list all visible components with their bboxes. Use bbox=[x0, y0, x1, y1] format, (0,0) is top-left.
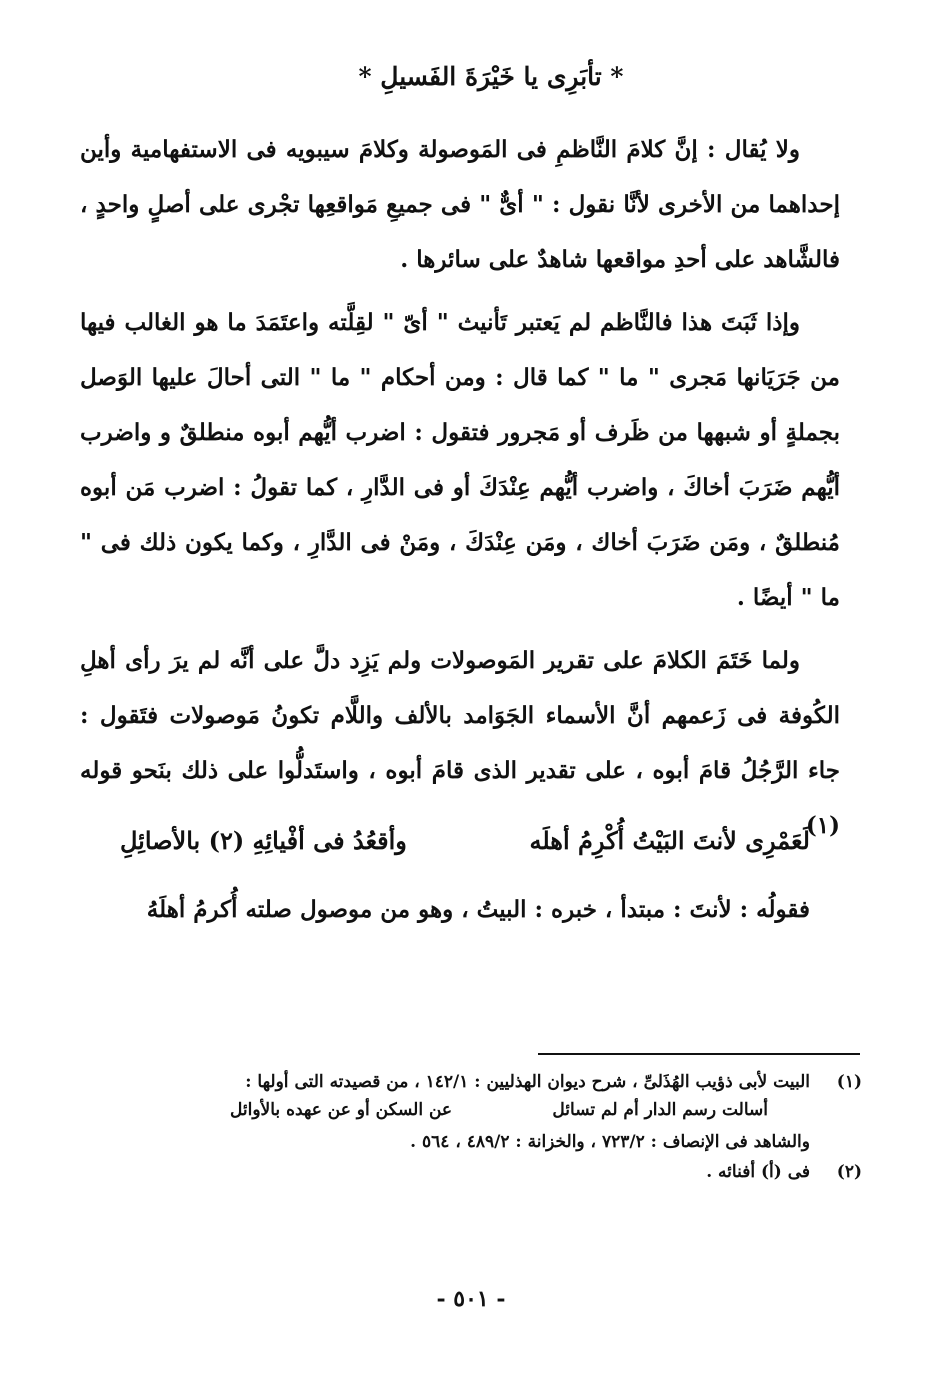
footnotes bbox=[150, 1072, 862, 1190]
footnote-1-continuation: والشاهد فى الإنصاف : ٧٢٣/٢ ، والخزانة : ٤٨٩/٢ ، ٥٦٤ . bbox=[410, 1132, 810, 1152]
footnote-1-number: (١) bbox=[836, 1072, 862, 1092]
verse-first-hemistich: لَعَمْرِى لأنتَ البَيْتُ أُكْرِمُ أهلَه bbox=[529, 826, 810, 855]
footnote-2 bbox=[150, 1162, 862, 1182]
footnote-verse-first: أسالت رسم الدار أم لم تسائل bbox=[552, 1100, 768, 1120]
verse-commentary: فقولُه : لأنتَ : مبتدأ ، خبره : البيتُ ، وهو من موصول صلته أُكرمُ أهلَهُ bbox=[146, 896, 810, 923]
paragraph-1: ولا يُقال : إنَّ كلامَ النَّاظمِ فى المَوصولة وكلامَ سيبويه فى الاستفهامية وأين إحداهما من الأخرى لأنَّا نقول : " أىٌّ " فى جميعِ مَواقعِها تجْرى على أصلٍ واحدٍ ، فالشَّاهد على أحدِ مواقعها شاهدٌ على سائرها . bbox=[80, 136, 840, 273]
paragraph-3: ولما خَتَمَ الكلامَ على تقرير المَوصولات ولم يَزِد دلَّ على أنَّه لم يرَ رأى أهلِ الكُوفة فى زَعمهم أنَّ الأسماء الجَوَامد بالألف واللَّام تكونُ مَوصولات فتَقول : جاء الرَّجُلُ قامَ أبوه ، على تقدير الذى قامَ أبوه ، واستَدلُّوا على ذلك بنَحو قوله (١) bbox=[80, 647, 840, 839]
poetry-verse bbox=[120, 826, 810, 855]
footnote-2-text: فى (أ) أفنائه . bbox=[706, 1162, 810, 1182]
main-text bbox=[80, 122, 840, 853]
footnote-separator bbox=[538, 1053, 860, 1055]
paragraph-2: وإذا ثَبَتَ هذا فالنَّاظم لم يَعتبر تَأنيث " أىّ " لقِلَّته واعتَمَدَ ما هو الغالب فيها من جَرَيَانها مَجرى " ما " كما قال : ومن أحكام " ما " التى أحالَ عليها الوَصل بجملةٍ أو شبهها من ظَرف أو مَجرور فتقول : اضرب أيُّهم أبوه منطلقٌ و واضرب أيُّهم ضَرَبَ أخاكَ ، واضرب أيُّهم عِنْدَكَ أو فى الدَّارِ ، كما تقولُ : اضرب مَن أبوه مُنطلقٌ ، ومَن ضَرَبَ أخاك ، ومَن عِنْدَكَ ، ومَنْ فى الدَّارِ ، وكما يكون ذلك فى " ما " أيضًا . bbox=[80, 309, 840, 611]
footnote-2-number: (٢) bbox=[836, 1162, 862, 1182]
verse-second-hemistich: وأقعُدُ فى أفْيائِهِ (٢) بالأصائِلِ bbox=[120, 826, 407, 855]
footnote-1 bbox=[150, 1072, 862, 1092]
verse-header: * تأبَرِى يا خَيْرَةَ الفَسيلِ * bbox=[358, 62, 624, 91]
footnote-verse-second: عن السكن أو عن عهده بالأوائل bbox=[230, 1100, 453, 1120]
footnote-1-verse bbox=[150, 1100, 862, 1120]
footnote-1-text: البيت لأبى ذؤيب الهُذَلىِّ ، شرح ديوان الهذليين : ١٤٢/١ ، من قصيدته التى أولها : bbox=[245, 1072, 810, 1092]
page-number: - ٥٠١ - bbox=[436, 1286, 506, 1312]
